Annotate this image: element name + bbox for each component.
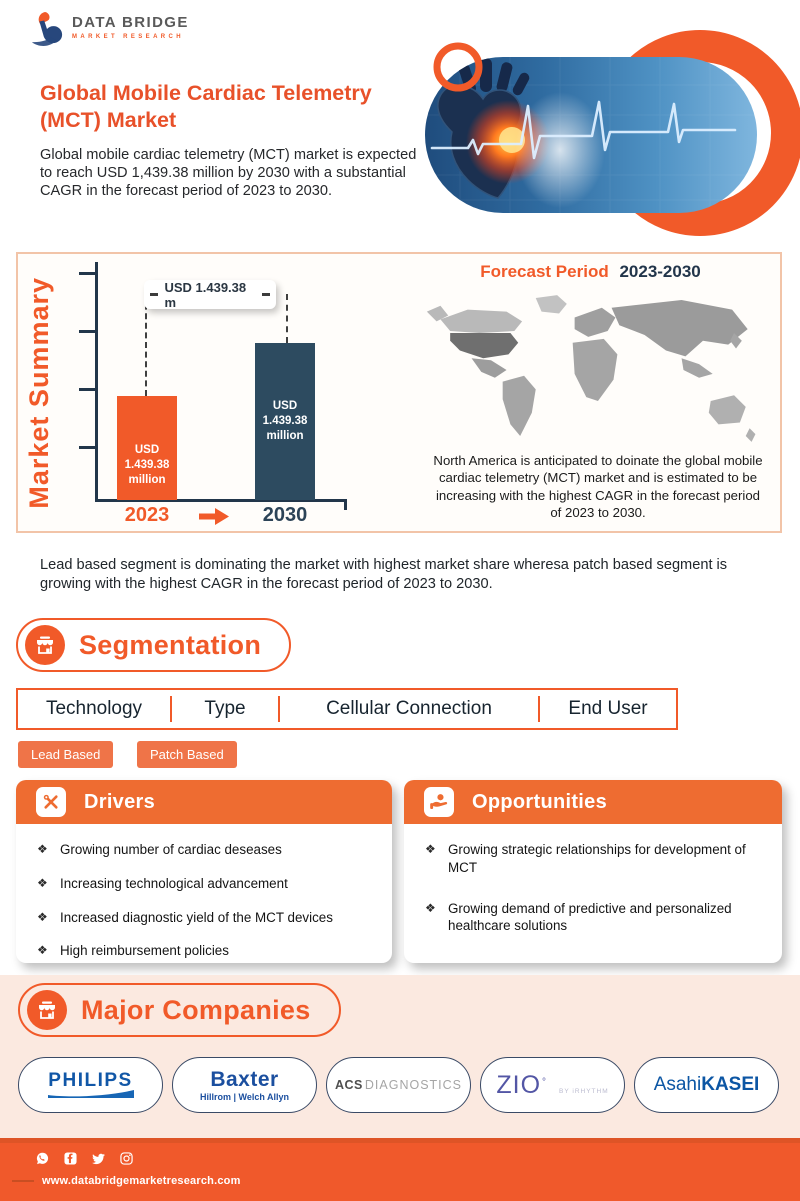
tab-technology[interactable]: Technology: [45, 698, 143, 719]
segmentation-heading: [16, 618, 291, 672]
forecast-period-range: 2023-2030: [619, 262, 701, 281]
brand-logo: [30, 10, 189, 48]
list-item: ❖ Growing demand of predictive and personalized healthcare solutions: [418, 900, 768, 936]
growth-arrow-icon: [199, 508, 229, 525]
drivers-title: Drivers: [84, 790, 156, 813]
major-companies-heading: [18, 983, 341, 1037]
list-item: ❖ Increasing technological advancement: [30, 875, 378, 893]
diamond-bullet-icon: ❖: [425, 842, 436, 856]
page-title: Global Mobile Cardiac Telemetry (MCT) Market: [40, 81, 372, 132]
market-summary-vertical-label: Market Summary: [24, 276, 54, 509]
opportunities-header: [404, 780, 782, 824]
forecast-period: [413, 262, 768, 282]
company-logo-baxter: Baxter Hillrom | Welch Allyn: [172, 1057, 317, 1113]
brand-logo-icon: [30, 10, 64, 48]
company-logo-acs-diagnostics: ACS DIAGNOSTICS: [326, 1057, 471, 1113]
tab-end-user[interactable]: End User: [568, 698, 648, 719]
opportunities-title: Opportunities: [472, 790, 608, 813]
chart-tick: [79, 272, 96, 275]
bar-2023-label: USD 1.439.38 million: [124, 444, 170, 487]
opportunities-card: [404, 780, 782, 963]
social-icons: [36, 1152, 133, 1165]
facebook-icon[interactable]: [64, 1152, 77, 1165]
list-item: ❖ Growing strategic relationships for development of MCT: [418, 841, 768, 877]
drivers-card: [16, 780, 392, 963]
list-item: ❖ Growing number of cardiac deseases: [30, 841, 378, 859]
drivers-header: [16, 780, 392, 824]
diamond-bullet-icon: ❖: [425, 900, 436, 915]
region-united-states: [450, 333, 518, 358]
chart-y-axis: [95, 262, 98, 502]
major-companies-section: [0, 975, 800, 1138]
x-label-2023: 2023: [124, 504, 170, 526]
dashed-leader-right: [286, 294, 288, 343]
diamond-bullet-icon: ❖: [37, 842, 48, 856]
list-item: ❖ High reimbursement policies: [30, 942, 378, 960]
callout-dash-icon: [262, 293, 270, 296]
philips-swoosh-icon: [48, 1090, 134, 1099]
twitter-icon[interactable]: [92, 1152, 105, 1165]
website-link[interactable]: www.databridgemarketresearch.com: [42, 1175, 241, 1187]
chart-tick: [79, 446, 96, 449]
page-footer: [0, 1138, 800, 1201]
tools-icon: [36, 787, 66, 817]
brand-name: DATA BRIDGE: [72, 14, 189, 31]
brand-tagline: MARKET RESEARCH: [72, 34, 185, 40]
footer-stripe: [0, 1138, 800, 1143]
company-logo-asahi-kasei: Asahi KASEI: [634, 1057, 779, 1113]
callout-dash-icon: [150, 293, 158, 296]
list-item: ❖ Increased diagnostic yield of the MCT devices: [30, 909, 378, 927]
instagram-icon[interactable]: [120, 1152, 133, 1165]
forecast-period-label: Forecast Period: [480, 262, 609, 281]
chart-tick: [79, 330, 96, 333]
storefront-icon: [25, 625, 65, 665]
diamond-bullet-icon: ❖: [37, 909, 48, 924]
diamond-bullet-icon: ❖: [37, 875, 48, 890]
x-label-2030: 2030: [262, 504, 308, 526]
chart-tick: [79, 388, 96, 391]
world-map: [421, 292, 771, 444]
segmentation-tabs: [16, 688, 678, 730]
chip-lead-based[interactable]: Lead Based: [18, 741, 113, 768]
page-description: Global mobile cardiac telemetry (MCT) market is expected to reach USD 1,439.38 million by 2030 with a substantial CAGR in the forecast period of 2023 to 2030.: [40, 147, 417, 199]
diamond-bullet-icon: ❖: [37, 943, 48, 958]
chart-x-axis-end-tick: [344, 499, 347, 510]
tab-cellular-connection[interactable]: Cellular Connection: [326, 698, 492, 719]
hand-coin-icon: [424, 787, 454, 817]
summary-paragraph: Lead based segment is dominating the market with highest market share wheresa patch based segment is growing with the highest CAGR in the forecast period of 2023 to 2030.: [40, 557, 728, 592]
bar-2030: [255, 343, 315, 500]
chip-patch-based[interactable]: Patch Based: [137, 741, 237, 768]
map-note: North America is anticipated to doinate the global mobile cardiac telemetry (MCT) market and is estimated to be increasing with the highest CAGR in the forecast period of 2023 to 2030.: [433, 453, 763, 521]
dashed-leader-left: [145, 294, 147, 396]
company-logo-zio: ZIO ° BY iRHYTHM: [480, 1057, 625, 1113]
segmentation-title: Segmentation: [79, 629, 262, 660]
company-logo-philips: PHILIPS: [18, 1057, 163, 1113]
bar-2023: [117, 396, 177, 500]
storefront-icon: [27, 990, 67, 1030]
whatsapp-icon[interactable]: [36, 1152, 49, 1165]
company-logo-row: [18, 1057, 779, 1113]
major-companies-title: Major Companies: [81, 994, 311, 1025]
website-row: [12, 1175, 241, 1187]
bar-2030-label: USD 1.439.38 million: [262, 400, 308, 442]
drivers-list: [16, 824, 392, 960]
market-summary-panel: [16, 252, 782, 533]
divider-line: [12, 1180, 34, 1182]
callout-value: USD 1.439.38 m: [164, 279, 247, 310]
opportunities-list: [404, 824, 782, 935]
tab-type[interactable]: Type: [204, 698, 246, 719]
chart-value-callout: [144, 280, 276, 309]
